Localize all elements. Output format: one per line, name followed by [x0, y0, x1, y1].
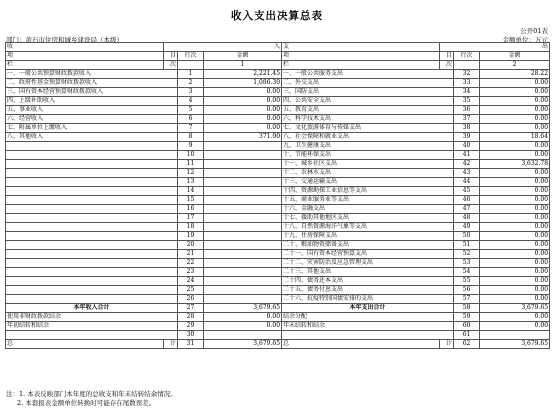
income-row-no: 15: [178, 196, 204, 205]
income-header-right: 入: [164, 43, 282, 52]
income-item: 五、事业收入: [6, 106, 178, 115]
income-item: [6, 160, 178, 169]
income-item: [6, 241, 178, 250]
income-item: 使用非财政拨款结余: [6, 313, 178, 322]
income-grand-total-label-left: 总: [6, 340, 164, 349]
income-row-no: 17: [178, 214, 204, 223]
expense-amount: 18.64: [480, 133, 550, 142]
income-total-amount: 3,679.65: [204, 304, 282, 313]
income-row-no: 8: [178, 133, 204, 142]
expense-row-no: 54: [454, 268, 480, 277]
income-amount: 1,086.30: [204, 79, 282, 88]
header-row-columns: [6, 52, 550, 61]
form-number: 公开01表: [520, 27, 548, 35]
expense-row-no: 48: [454, 214, 480, 223]
expense-amount: 0.00: [480, 97, 550, 106]
ci-header: 次: [164, 61, 178, 70]
expense-grand-total-label-right: 计: [440, 340, 454, 349]
expense-item: 三、国防支出: [282, 88, 454, 97]
expense-amount: 0.00: [480, 169, 550, 178]
expense-grand-total-amount: 3,679.65: [480, 340, 550, 349]
income-amount: [204, 241, 282, 250]
expense-amount: 0.00: [480, 250, 550, 259]
income-row-no: 12: [178, 169, 204, 178]
income-item: [6, 286, 178, 295]
income-row-no: 29: [178, 322, 204, 331]
income-amount: 0.00: [204, 313, 282, 322]
expense-grand-total-label-left: 总: [282, 340, 440, 349]
expense-amount: 0.00: [480, 124, 550, 133]
table-row: [6, 97, 550, 106]
income-amount: 0.00: [204, 106, 282, 115]
income-amount: 0.00: [204, 124, 282, 133]
expense-total-label: 本年支出合计: [282, 304, 454, 313]
expense-amount: 0.00: [480, 232, 550, 241]
expense-amount: 0.00: [480, 142, 550, 151]
income-row-no: 22: [178, 259, 204, 268]
empty-cell: [454, 61, 480, 70]
expense-item: 九、卫生健康支出: [282, 142, 454, 151]
department-label: 部门：黄石市住房和城乡建设局（本级）: [6, 36, 123, 44]
expense-item: 十五、商业服务业等支出: [282, 196, 454, 205]
income-row-no: 26: [178, 295, 204, 304]
expense-amount: 0.00: [480, 313, 550, 322]
income-expense-table: [5, 42, 550, 349]
expense-item: 十、节能环保支出: [282, 151, 454, 160]
table-row: [6, 259, 550, 268]
expense-item: 二十四、债务还本支出: [282, 277, 454, 286]
table-row: [6, 79, 550, 88]
income-row-no: 10: [178, 151, 204, 160]
income-item: [6, 142, 178, 151]
expense-item: 七、文化旅游体育与传媒支出: [282, 124, 454, 133]
income-total-label: 本年收入合计: [6, 304, 178, 313]
lan-header: 栏: [282, 61, 440, 70]
expense-amount: [480, 331, 550, 340]
expense-amount: 3,632.78: [480, 160, 550, 169]
expense-item: 十七、援助其他地区支出: [282, 214, 454, 223]
income-item: 二、政府性基金预算财政拨款收入: [6, 79, 178, 88]
income-item: 年初结转和结余: [6, 322, 178, 331]
income-amount: [204, 295, 282, 304]
income-row-no: 18: [178, 223, 204, 232]
expense-item: 十八、自然资源海洋气象等支出: [282, 223, 454, 232]
income-amount: [204, 205, 282, 214]
expense-grand-total-row-no: 62: [454, 340, 480, 349]
table-row: [6, 331, 550, 340]
table-row: [6, 205, 550, 214]
income-row-no: 20: [178, 241, 204, 250]
expense-row-no: 49: [454, 223, 480, 232]
income-amount: [204, 214, 282, 223]
table-row: [6, 187, 550, 196]
income-item: [6, 295, 178, 304]
row-no-header: 行次: [454, 52, 480, 61]
expense-item: 二十二、灾害防治及应急管理支出: [282, 259, 454, 268]
expense-item: 二十、粮油物资储备支出: [282, 241, 454, 250]
income-amount: [204, 259, 282, 268]
expense-amount: 0.00: [480, 295, 550, 304]
expense-row-no: 40: [454, 142, 480, 151]
table-row: [6, 286, 550, 295]
income-item: [6, 232, 178, 241]
income-row-no: 28: [178, 313, 204, 322]
income-item: [6, 169, 178, 178]
table-row: [6, 250, 550, 259]
table-row: [6, 169, 550, 178]
expense-amount: 0.00: [480, 223, 550, 232]
income-amount: [204, 160, 282, 169]
table-row: [6, 142, 550, 151]
income-amount: [204, 331, 282, 340]
col-index-2: 2: [480, 61, 550, 70]
expense-row-no: 34: [454, 88, 480, 97]
expense-item: 二十六、抗疫特别国债安排的支出: [282, 295, 454, 304]
income-amount: [204, 232, 282, 241]
expense-amount: 0.00: [480, 268, 550, 277]
income-row-no: 7: [178, 124, 204, 133]
table-row: [6, 322, 550, 331]
table-row: [6, 115, 550, 124]
table-row: [6, 196, 550, 205]
income-item: [6, 196, 178, 205]
expense-item: 二十五、债务付息支出: [282, 286, 454, 295]
table-body: [6, 43, 550, 349]
income-amount: [204, 286, 282, 295]
income-grand-total-label-right: 计: [164, 340, 178, 349]
table-row: [6, 241, 550, 250]
income-item: [6, 187, 178, 196]
expense-row-no: 32: [454, 70, 480, 79]
amount-header: 金额: [204, 52, 282, 61]
expense-row-no: 35: [454, 97, 480, 106]
expense-item: 一、一般公共服务支出: [282, 70, 454, 79]
income-row-no: 14: [178, 187, 204, 196]
expense-header-left: 支: [282, 43, 440, 52]
income-item: 六、经营收入: [6, 115, 178, 124]
expense-item: 四、公共安全支出: [282, 97, 454, 106]
expense-row-no: 36: [454, 106, 480, 115]
item-mu-header: 目: [164, 52, 178, 61]
expense-row-no: 61: [454, 331, 480, 340]
income-row-no: 16: [178, 205, 204, 214]
expense-amount: 0.00: [480, 79, 550, 88]
expense-row-no: 46: [454, 196, 480, 205]
expense-amount: 0.00: [480, 106, 550, 115]
grand-total-row: [6, 340, 550, 349]
page-title: 收入支出决算总表: [231, 10, 323, 22]
expense-amount: 0.00: [480, 322, 550, 331]
table-row: [6, 178, 550, 187]
row-no-header: 行次: [178, 52, 204, 61]
expense-item: 结余分配: [282, 313, 454, 322]
income-item: [6, 223, 178, 232]
expense-total-amount: 3,679.65: [480, 304, 550, 313]
expense-header-right: 出: [440, 43, 550, 52]
col-index-1: 1: [204, 61, 282, 70]
income-item: 八、其他收入: [6, 133, 178, 142]
item-header: 项: [6, 52, 164, 61]
expense-amount: 0.00: [480, 88, 550, 97]
income-grand-total-amount: 3,679.65: [204, 340, 282, 349]
income-row-no: 24: [178, 277, 204, 286]
table-row: [6, 88, 550, 97]
expense-item: 五、教育支出: [282, 106, 454, 115]
expense-item: 十九、住房保障支出: [282, 232, 454, 241]
expense-amount: 0.00: [480, 196, 550, 205]
income-amount: 0.00: [204, 88, 282, 97]
lan-header: 栏: [6, 61, 164, 70]
empty-cell: [178, 61, 204, 70]
income-row-no: 23: [178, 268, 204, 277]
income-amount: 0.00: [204, 97, 282, 106]
income-amount: 2,221.45: [204, 70, 282, 79]
amount-unit-label: 金额单位：万元: [502, 36, 548, 44]
table-row: [6, 151, 550, 160]
expense-row-no: 56: [454, 286, 480, 295]
income-item: 四、上级补助收入: [6, 97, 178, 106]
expense-amount: 28.22: [480, 70, 550, 79]
expense-row-no: 37: [454, 115, 480, 124]
total-row: [6, 304, 550, 313]
income-row-no: 11: [178, 160, 204, 169]
expense-row-no: 38: [454, 124, 480, 133]
income-item: 三、国有资本经营预算财政拨款收入: [6, 88, 178, 97]
table-row: [6, 268, 550, 277]
expense-row-no: 39: [454, 133, 480, 142]
expense-amount: 0.00: [480, 241, 550, 250]
expense-amount: 0.00: [480, 214, 550, 223]
table-row: [6, 133, 550, 142]
expense-row-no: 50: [454, 232, 480, 241]
income-row-no: 4: [178, 97, 204, 106]
income-item: [6, 205, 178, 214]
expense-row-no: 44: [454, 178, 480, 187]
expense-row-no: 41: [454, 151, 480, 160]
footnotes: [6, 390, 177, 408]
income-amount: [204, 268, 282, 277]
income-item: [6, 250, 178, 259]
income-row-no: 13: [178, 178, 204, 187]
income-row-no: 3: [178, 88, 204, 97]
expense-item: 十二、农林水支出: [282, 169, 454, 178]
expense-row-no: 45: [454, 187, 480, 196]
income-amount: [204, 196, 282, 205]
table-row: [6, 313, 550, 322]
income-row-no: 21: [178, 250, 204, 259]
expense-row-no: 60: [454, 322, 480, 331]
income-row-no: 25: [178, 286, 204, 295]
expense-item: 八、社会保障和就业支出: [282, 133, 454, 142]
footnote-2: 2. 本套报表金额单位转换时可能存在尾数误差。: [17, 399, 156, 407]
expense-item: 十六、金融支出: [282, 205, 454, 214]
income-item: [6, 277, 178, 286]
item-mu-header: 目: [440, 52, 454, 61]
income-item: 七、附属单位上缴收入: [6, 124, 178, 133]
header-row-section: [6, 43, 550, 52]
income-amount: [204, 187, 282, 196]
expense-row-no: 55: [454, 277, 480, 286]
footnote-1: 注：1. 本表反映部门本年度的总收支和年末结转结余情况。: [6, 390, 177, 398]
table-row: [6, 160, 550, 169]
amount-header: 金额: [480, 52, 550, 61]
expense-row-no: 57: [454, 295, 480, 304]
income-item: [6, 331, 178, 340]
expense-item: 二、外交支出: [282, 79, 454, 88]
expense-row-no: 53: [454, 259, 480, 268]
expense-row-no: 52: [454, 250, 480, 259]
expense-row-no: 42: [454, 160, 480, 169]
table-row: [6, 223, 550, 232]
table-row: [6, 70, 550, 79]
expense-amount: 0.00: [480, 151, 550, 160]
income-item: [6, 268, 178, 277]
income-amount: 0.00: [204, 322, 282, 331]
table-row: [6, 277, 550, 286]
item-header: 项: [282, 52, 440, 61]
income-amount: 371.90: [204, 133, 282, 142]
header-row-index: [6, 61, 550, 70]
income-amount: [204, 223, 282, 232]
income-item: [6, 259, 178, 268]
income-row-no: 9: [178, 142, 204, 151]
expense-amount: 0.00: [480, 286, 550, 295]
income-item: 一、一般公共预算财政拨款收入: [6, 70, 178, 79]
income-row-no: 19: [178, 232, 204, 241]
table-row: [6, 124, 550, 133]
expense-amount: 0.00: [480, 115, 550, 124]
expense-item: [282, 331, 454, 340]
expense-amount: 0.00: [480, 259, 550, 268]
expense-row-no: 59: [454, 313, 480, 322]
income-amount: [204, 151, 282, 160]
income-amount: [204, 178, 282, 187]
expense-item: 二十三、其他支出: [282, 268, 454, 277]
income-amount: [204, 277, 282, 286]
ci-header: 次: [440, 61, 454, 70]
income-row-no: 6: [178, 115, 204, 124]
table-row: [6, 232, 550, 241]
income-header-left: 收: [6, 43, 164, 52]
income-amount: 0.00: [204, 115, 282, 124]
income-amount: [204, 169, 282, 178]
table-row: [6, 106, 550, 115]
expense-total-row-no: 58: [454, 304, 480, 313]
table-row: [6, 214, 550, 223]
income-item: [6, 214, 178, 223]
income-row-no: 5: [178, 106, 204, 115]
expense-amount: 0.00: [480, 277, 550, 286]
income-amount: [204, 142, 282, 151]
expense-row-no: 33: [454, 79, 480, 88]
expense-item: 六、科学技术支出: [282, 115, 454, 124]
expense-row-no: 51: [454, 241, 480, 250]
expense-row-no: 43: [454, 169, 480, 178]
income-amount: [204, 250, 282, 259]
income-row-no: 30: [178, 331, 204, 340]
expense-item: 十四、资源勘探工业信息等支出: [282, 187, 454, 196]
income-row-no: 1: [178, 70, 204, 79]
income-item: [6, 151, 178, 160]
expense-item: 二十一、国有资本经营预算支出: [282, 250, 454, 259]
income-grand-total-row-no: 31: [178, 340, 204, 349]
expense-row-no: 47: [454, 205, 480, 214]
table-row: [6, 295, 550, 304]
expense-item: 年末结转和结余: [282, 322, 454, 331]
expense-item: 十一、城乡社区支出: [282, 160, 454, 169]
income-item: [6, 178, 178, 187]
expense-amount: 0.00: [480, 205, 550, 214]
income-row-no: 2: [178, 79, 204, 88]
income-total-row-no: 27: [178, 304, 204, 313]
expense-amount: 0.00: [480, 187, 550, 196]
expense-amount: 0.00: [480, 178, 550, 187]
expense-item: 十三、交通运输支出: [282, 178, 454, 187]
